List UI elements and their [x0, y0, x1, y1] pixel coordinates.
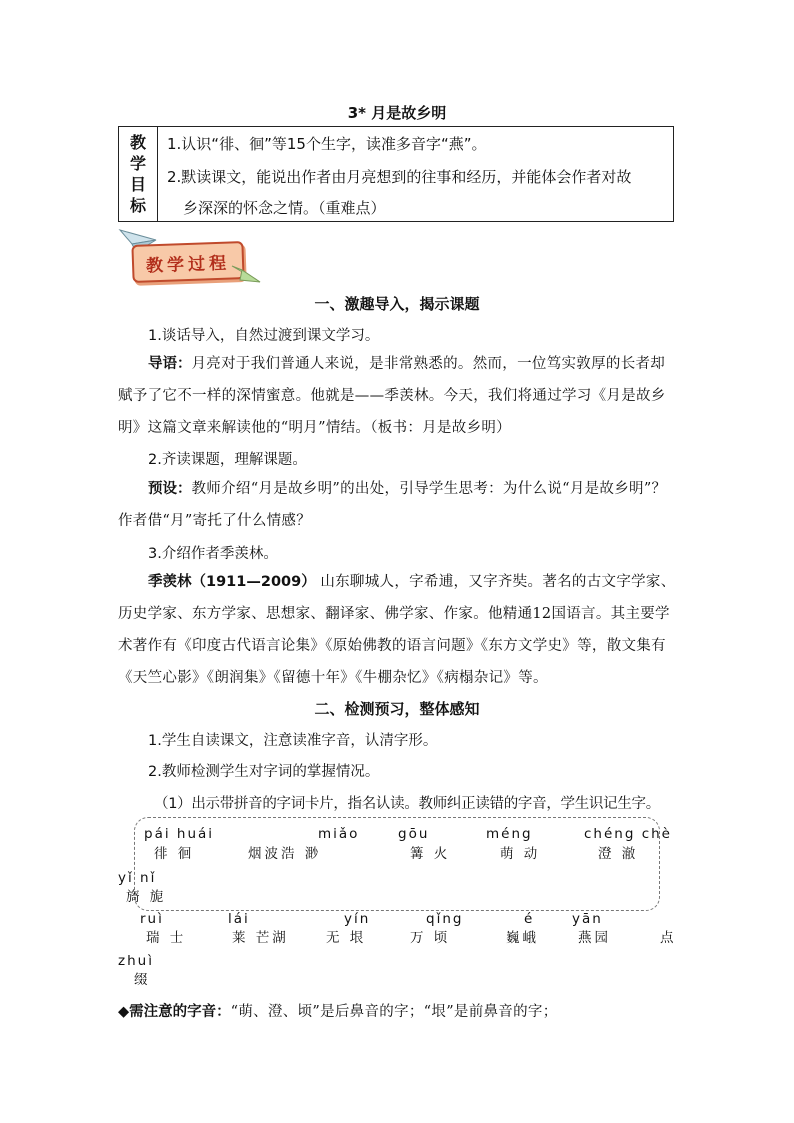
- paper-plane-icon: [230, 256, 262, 284]
- hanzi-word: 莱 芒湖: [232, 930, 289, 946]
- pinyin-label: miǎo: [318, 826, 360, 842]
- hanzi-word: 澄 澈: [598, 846, 639, 862]
- pinyin-label: zhuì: [118, 953, 154, 969]
- hanzi-word: 点: [660, 930, 677, 946]
- hanzi-word: 巍峨: [506, 930, 539, 946]
- page-title: 3* 月是故乡明: [347, 104, 447, 122]
- teaching-process-badge: [118, 226, 263, 286]
- section-1-heading: 一、激趣导入，揭示课题: [314, 295, 480, 313]
- guide-label: 导语：: [148, 356, 192, 372]
- pinyin-label: yǐ nǐ: [118, 870, 157, 886]
- hanzi-word: 旖 旎: [126, 889, 167, 905]
- pinyin-label: yān: [572, 911, 603, 927]
- preset-text: 教师介绍“月是故乡明”的出处，引导学生思考：为什么说“月是故乡明”？作者借“月”寄托了什么情感？: [118, 481, 667, 529]
- pinyin-label: lái: [228, 911, 250, 927]
- objectives-table: [118, 126, 674, 222]
- section-2-step-2: 2.教师检测学生对字词的掌握情况。: [148, 764, 380, 780]
- objective-line-1: 1.认识“徘、徊”等15个生字，读准多音字“燕”。: [167, 135, 487, 153]
- hanzi-word: 缀: [134, 972, 151, 988]
- hanzi-word: 篝 火: [410, 846, 451, 862]
- pinyin-label: é: [524, 911, 535, 927]
- hanzi-word: 万 顷: [410, 930, 451, 946]
- author-label: 季羡林（1911—2009）: [148, 574, 316, 590]
- hanzi-word: 燕园: [578, 930, 611, 946]
- hanzi-word: 烟波浩 渺: [248, 846, 322, 862]
- preset-paragraph: [118, 473, 678, 537]
- pinyin-label: chéng chè: [584, 826, 672, 842]
- objective-line-2: 2.默读课文，能说出作者由月亮想到的往事和经历，并能体会作者对故: [167, 168, 632, 186]
- objectives-label: 教学目标: [119, 127, 158, 221]
- pinyin-label: gōu: [398, 826, 430, 842]
- section-1-step-2: 2.齐读课题，理解课题。: [148, 452, 307, 468]
- pinyin-label: yín: [344, 911, 371, 927]
- section-1-step-3: 3.介绍作者季羡林。: [148, 546, 278, 562]
- hanzi-word: 萌 动: [500, 846, 541, 862]
- objective-line-3: 乡深深的怀念之情。（重难点）: [183, 199, 386, 217]
- section-2-heading: 二、检测预习，整体感知: [314, 700, 480, 718]
- author-paragraph: [118, 566, 678, 694]
- hanzi-word: 瑞 士: [146, 930, 187, 946]
- pinyin-label: qǐng: [426, 911, 464, 927]
- note-text: “萌、澄、顷”是后鼻音的字；“垠”是前鼻音的字；: [230, 1004, 558, 1020]
- section-2-step-1: 1.学生自读课文，注意读准字音，认清字形。: [148, 733, 438, 749]
- section-1-step-1: 1.谈话导入，自然过渡到课文学习。: [148, 328, 380, 344]
- hanzi-word: 徘 徊: [154, 846, 195, 862]
- hanzi-word: 无 垠: [326, 930, 367, 946]
- section-2-sub-1: （1）出示带拼音的字词卡片，指名认读。教师纠正读错的字音，学生识记生字。: [154, 796, 660, 812]
- pinyin-label: méng: [486, 826, 533, 842]
- note-label: ◆需注意的字音：: [118, 1004, 231, 1020]
- preset-label: 预设：: [148, 481, 192, 497]
- author-text: 山东聊城人，字希逋，又字齐奘。著名的古文字学家、历史学家、东方学家、思想家、翻译家、佛学家、作家。他精通12国语言。其主要学术著作有《印度古代语言论集》《原始佛教的语言问题》《东方文学史》等，散文集有《天竺心影》《朗润集》《留德十年》《牛棚杂忆》《病榻杂记》等。: [118, 574, 676, 686]
- guide-paragraph: [118, 348, 678, 444]
- badge-label: 教学过程: [131, 241, 244, 283]
- pronunciation-note: [118, 1000, 558, 1021]
- pinyin-label: pái huái: [144, 826, 215, 842]
- pinyin-label: ruì: [140, 911, 164, 927]
- guide-text: 月亮对于我们普通人来说，是非常熟悉的。然而，一位笃实敦厚的长者却赋予了它不一样的深情蜜意。他就是——季羡林。今天，我们将通过学习《月是故乡明》这篇文章来解读他的“明月”情结。（板书：月是故乡明）: [118, 356, 666, 436]
